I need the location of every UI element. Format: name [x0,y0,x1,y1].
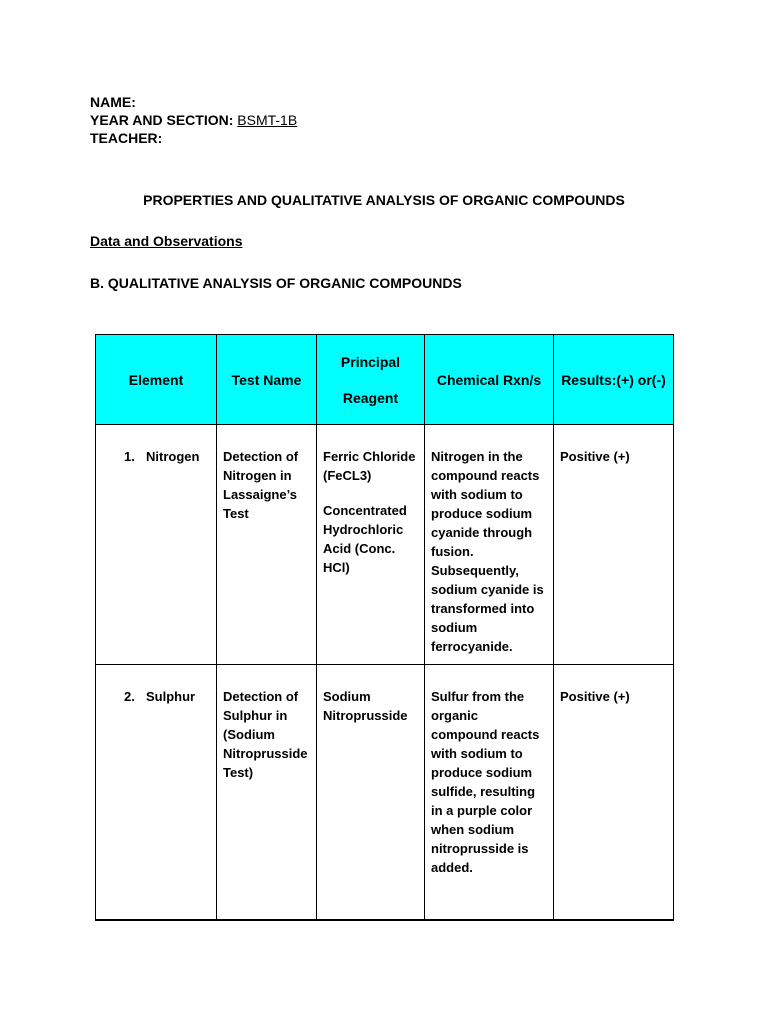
reaction-cell: Nitrogen in the compound reacts with sodium to produce sodium cyanide through fusion. Subsequently, sodium cyanide is transformed into sodium ferrocyanide. [425,425,554,665]
element-name: Nitrogen [146,449,200,464]
reagent-item: Concentrated Hydrochloric Acid (Conc. HCl) [323,503,407,575]
row-number: 1. [124,449,135,464]
test-name-cell: Detection of Sulphur in (Sodium Nitroprusside Test) [217,665,317,921]
qualitative-analysis-table [95,334,674,921]
column-header-element: Element [96,335,217,425]
table-header-row [96,335,674,425]
reagent-header-line2: Reagent [342,389,399,406]
student-info-header [90,93,297,147]
table-row [96,425,674,665]
result-cell: Positive (+) [554,425,674,665]
column-header-chemical-rxn: Chemical Rxn/s [425,335,554,425]
data-observations-heading: Data and Observations [90,233,243,249]
document-title: PROPERTIES AND QUALITATIVE ANALYSIS OF ORGANIC COMPOUNDS [143,192,625,208]
element-cell [96,665,217,921]
reagent-item: Sodium Nitroprusside [323,689,408,723]
reagent-cell [317,425,425,665]
element-name: Sulphur [146,689,196,704]
test-name-cell: Detection of Nitrogen in Lassaigne’s Test [217,425,317,665]
name-line [90,93,297,111]
year-section-value: BSMT-1B [237,112,298,128]
teacher-label: TEACHER: [90,130,163,146]
table-row [96,665,674,921]
result-cell: Positive (+) [554,665,674,921]
section-title: B. QUALITATIVE ANALYSIS OF ORGANIC COMPOUNDS [90,275,462,291]
column-header-results: Results:(+) or(-) [554,335,674,425]
year-section-line [90,111,297,129]
name-label: NAME: [90,94,136,110]
year-section-label: YEAR AND SECTION: [90,112,234,128]
reaction-cell: Sulfur from the organic compound reacts with sodium to produce sodium sulfide, resulting in a purple color when sodium nitroprusside is added. [425,665,554,921]
reagent-header-line1: Principal [340,353,401,370]
row-number: 2. [124,689,135,704]
element-cell [96,425,217,665]
reagent-item: Ferric Chloride (FeCL3) [323,449,416,483]
column-header-test-name: Test Name [217,335,317,425]
column-header-principal-reagent [317,335,425,425]
reagent-cell [317,665,425,921]
teacher-line [90,129,297,147]
